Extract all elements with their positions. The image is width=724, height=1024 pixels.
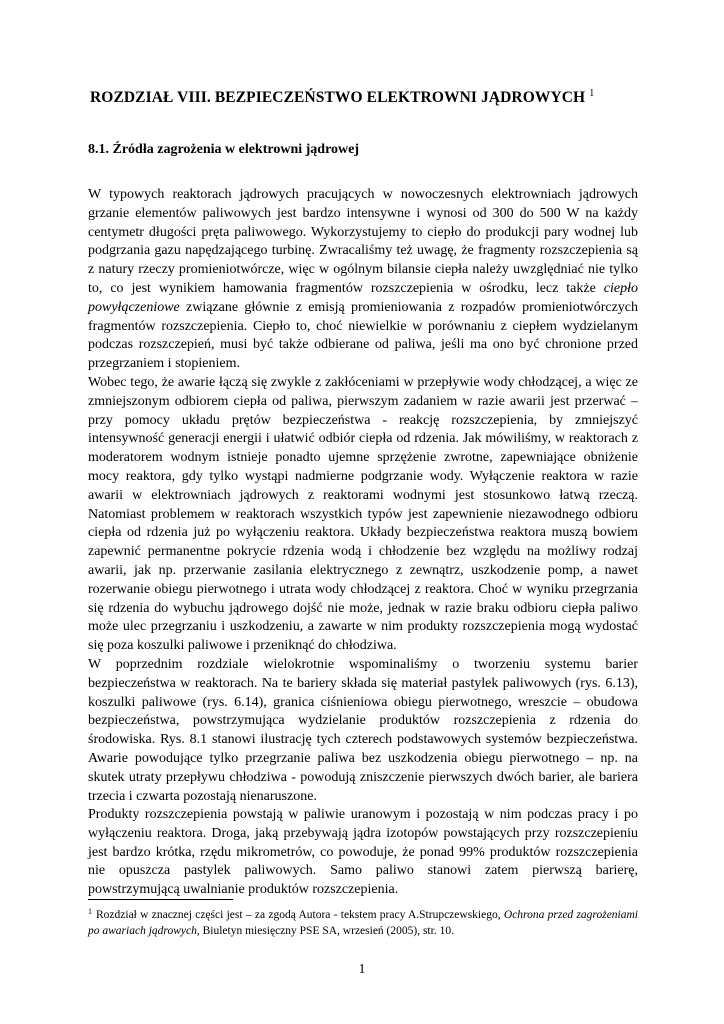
paragraph-1 (88, 186, 638, 374)
chapter-title (90, 88, 650, 107)
section-title: 8.1. Źródła zagrożenia w elektrowni jądrowej (88, 142, 360, 157)
paragraph-1-text-b: związane głównie z emisją promieniowania z rozpadów promieniotwórczych fragmentów rozszczepienia. Ciepło to, choć niewielkie w porównaniu z ciepłem wydzielanym podczas rozszczepień, musi być także odbierane od paliwa, jeśli ma ono być chronione przed przegrzaniem i stopieniem. (88, 299, 639, 372)
paragraph-3: W poprzednim rozdziale wielokrotnie wspominaliśmy o tworzeniu systemu barier bezpieczeństwa w reaktorach. Na te bariery składa się materiał pastylek paliwowych (rys. 6.13), koszulki paliwowe (rys. 6.14), granica ciśnieniowa obiegu pierwotnego, wreszcie – obudowa bezpieczeństwa, powstrzymująca wydzielanie produktów rozszczepienia z rdzenia do środowiska. Rys. 8.1 stanowi ilustrację tych czterech podstawowych systemów bezpieczeństwa. Awarie powodujące tylko przegrzanie paliwa bez uszkodzenia obiegu pierwotnego – np. na skutek utraty przepływu chłodziwa - powodują zniszczenie pierwszych dwóch barier, ale bariera trzecia i czwarta pozostają nienaruszone. (88, 657, 638, 804)
chapter-title-text: ROZDZIAŁ VIII. BEZPIECZEŃSTWO ELEKTROWNI JĄDROWYCH (90, 89, 586, 106)
footnote (88, 904, 638, 939)
chapter-footnote-marker[interactable]: 1 (589, 88, 595, 99)
footnote-italic-title: Ochrona przed zagrożeniami po awariach jądrowych (88, 909, 639, 937)
paragraph-1-text-a: W typowych reaktorach jądrowych pracujących w nowoczesnych elektrowniach jądrowych grzanie elementów paliwowych jest bardzo intensywne i wynosi od 300 do 500 W na każdy centymetr długości pręta paliwowego. Wykorzystujemy to ciepło do produkcji pary wodnej lub podgrzania gazu napędzającego turbinę. Zwracaliśmy też uwagę, że fragmenty rozszczepienia są z natury rzeczy promieniotwórcze, więc w ogólnym bilansie ciepła należy uwzględniać nie tylko to, co jest wynikiem hamowania fragmentów rozszczepienia w ośrodku, lecz także (88, 187, 638, 296)
footnote-text-b: , Biuletyn miesięczny PSE SA, wrzesień (2005), str. 10. (196, 925, 454, 937)
footnote-marker: 1 (88, 907, 92, 916)
paragraph-2: Wobec tego, że awarie łączą się zwykle z zakłóceniami w przepływie wody chłodzącej, a więc ze zmniejszonym odbiorem ciepła od paliwa, pierwszym zadaniem w razie awarii jest przerwać – przy pomocy układu prętów bezpieczeństwa - reakcję rozszczepienia, by zmniejszyć intensywność generacji energii i ułatwić odbiór ciepła od rdzenia. Jak mówiliśmy, w reaktorach z moderatorem wodnym istnieje ponadto ujemne sprzężenie zwrotne, zapewniające obniżenie mocy reaktora, gdy tylko wystąpi nadmierne podgrzanie wody. Wyłączenie reaktora w razie awarii w elektrowniach jądrowych z reaktorami wodnymi jest stosunkowo łatwą rzeczą. Natomiast problemem w reaktorach wszystkich typów jest zapewnienie niezawodnego odbioru ciepła od rdzenia już po wyłączeniu reaktora. Układy bezpieczeństwa reaktora muszą bowiem zapewnić permanentne pokrycie rdzenia wodą i chłodzenie bez względu na możliwy rodzaj awarii, jak np. przerwanie zasilania elektrycznego z zewnątrz, uszkodzenie pomp, a nawet rozerwanie obiegu pierwotnego i utrata wody chłodzącej z reaktora. Choć w wyniku przegrzania się rdzenia do wybuchu jądrowego dojść nie może, jednak w razie braku odbioru ciepła paliwo może ulec przegrzaniu i uszkodzeniu, a zawarte w nim produkty rozszczepienia mogą wydostać się poza koszulki paliwowe i przeniknąć do chłodziwa. (88, 375, 638, 654)
paragraph-4: Produkty rozszczepienia powstają w paliwie uranowym i pozostają w nim podczas pracy i po wyłączeniu reaktora. Droga, jaką przebywają jądra izotopów powstających przy rozszczepieniu jest bardzo krótka, rzędu mikrometrów, co powoduje, że ponad 99% produktów rozszczepienia nie opuszcza pastylek paliwowych. Samo paliwo stanowi zatem pierwszą barierę, powstrzymującą uwalnianie produktów rozszczepienia. (88, 807, 638, 898)
page-number: 1 (358, 962, 366, 977)
paragraph-1-italic-term: ciepło powyłączeniowe (88, 280, 638, 315)
footnote-text-a: Rozdział w znacznej części jest – za zgodą Autora - tekstem pracy A.Strupczewskiego, (96, 909, 501, 921)
footnote-divider (88, 899, 233, 900)
